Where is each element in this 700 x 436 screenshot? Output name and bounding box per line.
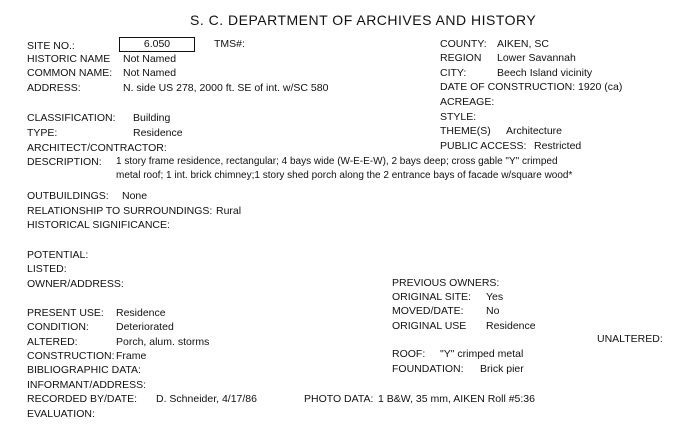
city-label: CITY: [440,67,467,79]
construction-value: Frame [116,350,147,362]
listed-label: LISTED: [27,263,67,275]
foundation-label: FOUNDATION: [392,363,464,375]
condition-label: CONDITION: [27,321,89,333]
potential-label: POTENTIAL: [27,249,89,261]
description-line-2: metal roof; 1 int. brick chimney;1 story shed porch along the 2 entrance bays of facade w/square wood* [116,170,573,181]
original-use-value: Residence [486,320,536,332]
description-label: DESCRIPTION: [27,156,102,168]
relationship-value: Rural [216,205,242,217]
altered-value: Porch, alum. storms [116,336,210,348]
original-site-value: Yes [486,291,504,303]
original-use-label: ORIGINAL USE [392,320,467,332]
address-value: N. side US 278, 2000 ft. SE of int. w/SC 580 [123,82,329,94]
common-name-label: COMMON NAME: [27,67,113,79]
description-line-1: 1 story frame residence, rectangular; 4 bays wide (W-E-E-W), 2 bays deep; cross gable "Y" crimped [116,156,558,167]
moved-date-value: No [486,305,500,317]
classification-label: CLASSIFICATION: [27,112,116,124]
site-no-value: 6.050 [119,37,195,52]
historic-name-label: HISTORIC NAME [27,53,111,65]
outbuildings-label: OUTBUILDINGS: [27,190,109,202]
acreage-label: ACREAGE: [440,96,495,108]
date-of-construction-value: 1920 (ca) [578,81,623,93]
moved-date-label: MOVED/DATE: [392,305,464,317]
construction-label: CONSTRUCTION: [27,350,115,362]
bibliographic-label: BIBLIOGRAPHIC DATA: [27,364,141,376]
type-label: TYPE: [27,127,58,139]
informant-label: INFORMANT/ADDRESS: [27,379,147,391]
common-name-value: Not Named [123,67,177,79]
document-title: S. C. DEPARTMENT OF ARCHIVES AND HISTORY [190,12,537,28]
region-value: Lower Savannah [497,52,576,64]
photo-data-label: PHOTO DATA: [304,393,374,405]
date-of-construction-label: DATE OF CONSTRUCTION: [440,81,576,93]
theme-value: Architecture [506,125,563,137]
recorded-value: D. Schneider, 4/17/86 [156,393,257,405]
condition-value: Deteriorated [116,321,174,333]
altered-label: ALTERED: [27,336,78,348]
theme-label: THEME(S) [440,125,491,137]
outbuildings-value: None [122,190,148,202]
roof-label: ROOF: [392,348,426,360]
present-use-value: Residence [116,307,166,319]
foundation-value: Brick pier [480,363,524,375]
roof-value: "Y" crimped metal [440,348,524,360]
recorded-label: RECORDED BY/DATE: [27,393,138,405]
original-site-label: ORIGINAL SITE: [392,291,471,303]
previous-owners-label: PREVIOUS OWNERS: [392,277,500,289]
type-value: Residence [133,127,183,139]
owner-label: OWNER/ADDRESS: [27,278,124,290]
unaltered-label: UNALTERED: [597,333,663,345]
style-label: STYLE: [440,111,477,123]
city-value: Beech Island vicinity [497,67,593,79]
county-value: AIKEN, SC [497,38,549,50]
region-label: REGION [440,52,482,64]
present-use-label: PRESENT USE: [27,307,104,319]
evaluation-label: EVALUATION: [27,408,95,420]
county-label: COUNTY: [440,38,487,50]
address-label: ADDRESS: [27,82,81,94]
public-access-label: PUBLIC ACCESS: [440,140,527,152]
tms-label: TMS#: [214,38,245,50]
architect-label: ARCHITECT/CONTRACTOR: [27,142,167,154]
relationship-label: RELATIONSHIP TO SURROUNDINGS: [27,205,213,217]
site-no-label: SITE NO.: [27,40,75,52]
photo-data-value: 1 B&W, 35 mm, AIKEN Roll #5:36 [378,393,535,405]
classification-value: Building [133,112,171,124]
historic-name-value: Not Named [123,53,177,65]
significance-label: HISTORICAL SIGNIFICANCE: [27,219,170,231]
public-access-value: Restricted [534,140,582,152]
